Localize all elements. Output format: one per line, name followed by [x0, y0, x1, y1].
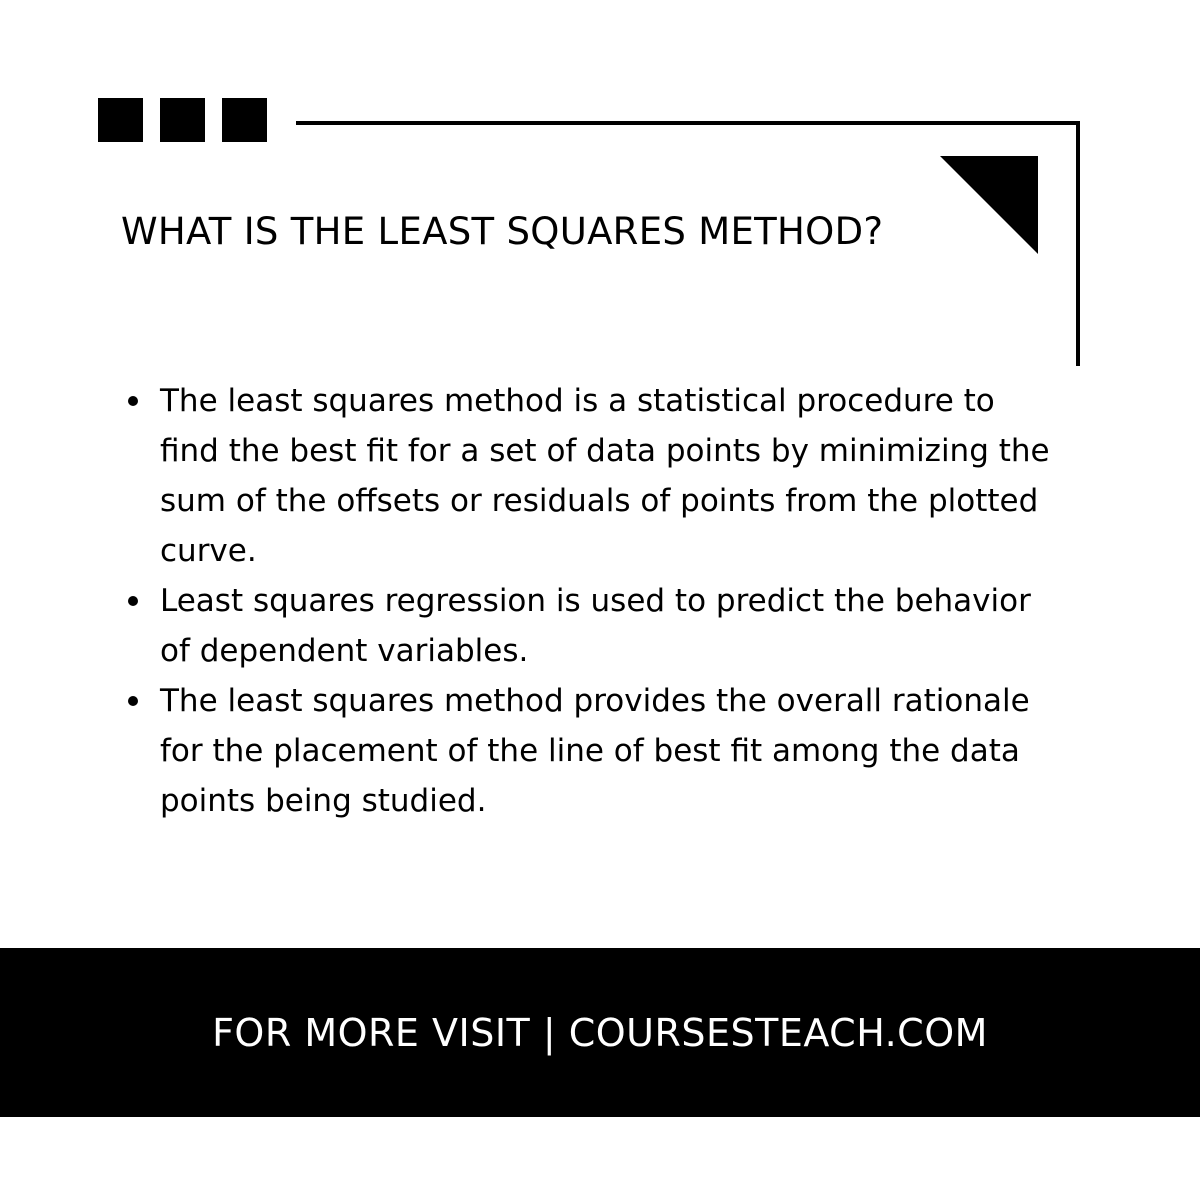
- decorative-square: [222, 98, 267, 142]
- bullet-list: [100, 376, 1060, 826]
- footer-text: FOR MORE VISIT | COURSESTEACH.COM: [212, 1010, 988, 1055]
- page-title: WHAT IS THE LEAST SQUARES METHOD?: [121, 210, 884, 253]
- side-divider-line: [1076, 121, 1080, 366]
- bullet-text: The least squares method is a statistical procedure to find the best fit for a set of data points by minimizing the sum of the offsets or residuals of points from the plotted curve.: [160, 383, 1050, 569]
- bullet-icon: [128, 596, 138, 606]
- list-item: [100, 676, 1060, 826]
- decorative-square: [160, 98, 205, 142]
- list-item: [100, 576, 1060, 676]
- footer-banner: [0, 948, 1200, 1117]
- bullet-icon: [128, 696, 138, 706]
- bullet-text: The least squares method provides the overall rationale for the placement of the line of best fit among the data points being studied.: [160, 683, 1030, 819]
- bullet-icon: [128, 396, 138, 406]
- bullet-text: Least squares regression is used to predict the behavior of dependent variables.: [160, 583, 1031, 669]
- decorative-square: [98, 98, 143, 142]
- top-divider-line: [296, 121, 1080, 125]
- list-item: [100, 376, 1060, 576]
- corner-triangle: [940, 156, 1038, 254]
